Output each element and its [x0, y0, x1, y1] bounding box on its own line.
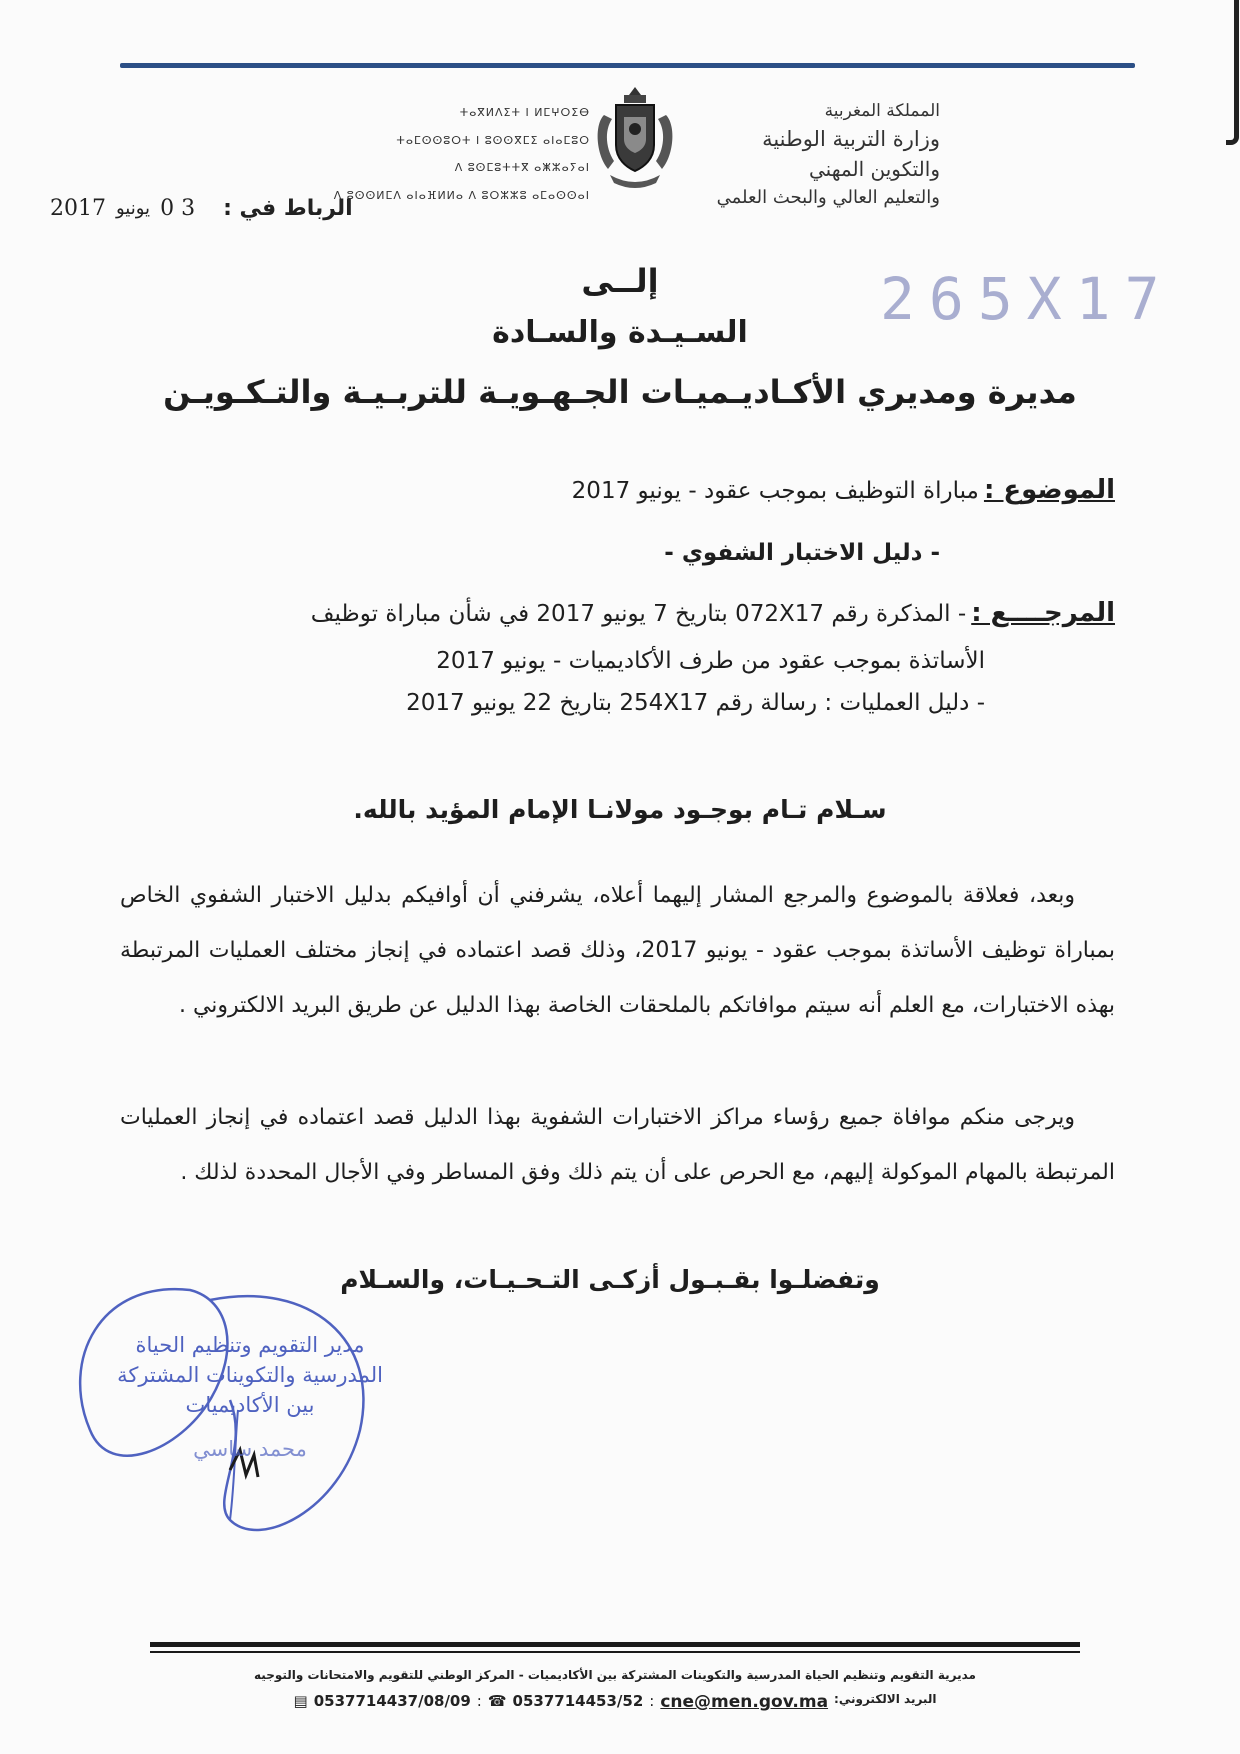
date-line	[50, 190, 580, 226]
body-paragraph-1: وبعد، فعلاقة بالموضوع والمرجع المشار إليهما أعلاه، يشرفني أن أوافيكم بدليل الاختبار الشفوي الخاص بمباراة توظيف الأساتذة بموجب عقود - يونيو 2017، وذلك قصد اعتماده في إنجاز مختلف العمليات المرتبطة بهذه الاختبارات، مع العلم أنه سيتم موافاتكم بالملحقات الخاصة بهذا الدليل عن طريق البريد الالكتروني .	[120, 883, 1115, 1018]
rabat-label: الرباط في :	[223, 195, 353, 221]
footer-line-1: مديرية التقويم وتنظيم الحياة المدرسية والتكوينات المشتركة بين الأكاديميات - المركز الوطني للتقويم والامتحانات والتوجيه	[254, 1668, 976, 1682]
tifinagh-line-3: ⴷ ⵓⵙⵎⵓⵜⵜⴳ ⴰⵥⵣⴰⵢⴰⵏ	[454, 161, 590, 174]
stamp-name: محمد ساسي	[193, 1437, 307, 1461]
subject-line-1: مباراة التوظيف بموجب عقود - يونيو 2017	[571, 478, 979, 504]
closing-line: وتفضلـوا بقـبـول أزكـى التـحـيـات، والسـلام	[340, 1265, 880, 1294]
subject-line-2: - دليل الاختبار الشفوي -	[664, 540, 940, 566]
footer-fax: 0537714437/08/09	[313, 1692, 471, 1710]
footer-phone: 0537714453/52	[512, 1692, 644, 1710]
ministry-line-3: والتكوين المهني	[808, 157, 940, 181]
tifinagh-line-2: ⵜⴰⵎⵙⵙⵓⵔⵜ ⵏ ⵓⵙⵙⴳⵎⵉ ⴰⵏⴰⵎⵓⵔ	[396, 134, 590, 147]
stamp-line-3: بين الأكاديميات	[185, 1393, 315, 1417]
header-top-rule	[120, 63, 1135, 68]
footer-rule-thin	[150, 1651, 1080, 1653]
footer-rule-thick	[150, 1642, 1080, 1647]
date-day: 3 0	[160, 195, 196, 221]
reference-label: المرجــــع :	[971, 598, 1115, 628]
phone-icon: ☎	[487, 1692, 507, 1710]
reference-line-2: الأساتذة بموجب عقود من طرف الأكاديميات - يونيو 2017	[436, 648, 985, 674]
royal-emblem-icon	[590, 85, 680, 193]
footer-email[interactable]: cne@men.gov.ma	[660, 1692, 829, 1712]
recipient-title: السـيـدة والسـادة	[492, 315, 748, 350]
date-year: 2017	[50, 195, 106, 221]
subject-row	[135, 475, 1115, 505]
official-stamp	[85, 1330, 415, 1464]
scan-edge-artifact	[1226, 0, 1239, 145]
recipient-to: إلــى	[581, 262, 659, 300]
reference-row	[115, 598, 1115, 628]
recipient-organization: مديرة ومديري الأكـاديـميـات الجـهـويـة للتربـيـة والتـكـويـن	[163, 373, 1077, 411]
ministry-line-4: والتعليم العالي والبحث العلمي	[716, 187, 940, 208]
ministry-line-1: المملكة المغربية	[824, 101, 940, 121]
footer-separator-1: :	[476, 1692, 482, 1710]
reference-line-1: - المذكرة رقم 072X17 بتاريخ 7 يونيو 2017 في شأن مباراة توظيف	[310, 601, 967, 627]
subject-label: الموضوع :	[983, 475, 1115, 505]
stamp-line-1: مدير التقويم وتنظيم الحياة	[135, 1333, 365, 1357]
tifinagh-line-1: ⵜⴰⴳⵍⴷⵉⵜ ⵏ ⵍⵎⵖⵔⵉⴱ	[459, 106, 590, 119]
footer-email-label: البريد الالكتروني:	[834, 1692, 937, 1706]
reference-line-3: - دليل العمليات : رسالة رقم 254X17 بتاريخ 22 يونيو 2017	[406, 690, 985, 716]
reference-number-stamp: 265X17	[880, 265, 1174, 333]
ministry-line-2: وزارة التربية الوطنية	[762, 127, 940, 151]
date-month: يونيو	[116, 197, 151, 219]
footer-separator-2: :	[649, 1692, 655, 1710]
salutation: سـلام تـام بوجـود مولانـا الإمام المؤيد بالله.	[353, 795, 887, 824]
fax-icon: ▤	[293, 1692, 308, 1710]
tifinagh-line-4: ⴷ ⵓⵙⵙⵍⵎⴷ ⴰⵏⴰⴼⵍⵍⴰ ⴷ ⵓⵔⵣⵣⵓ ⴰⵎⴰⵙⵙⴰⵏ	[333, 189, 590, 202]
footer-contact-row	[150, 1692, 1080, 1712]
stamp-line-2: المدرسية والتكوينات المشتركة	[117, 1363, 383, 1387]
body-paragraph-2: ويرجى منكم موافاة جميع رؤساء مراكز الاختبارات الشفوية بهذا الدليل قصد اعتماده في إنجاز العمليات المرتبطة بالمهام الموكولة إليهم، مع الحرص على أن يتم ذلك وفق المساطر وفي الأجال المحددة لذلك .	[120, 1105, 1115, 1185]
